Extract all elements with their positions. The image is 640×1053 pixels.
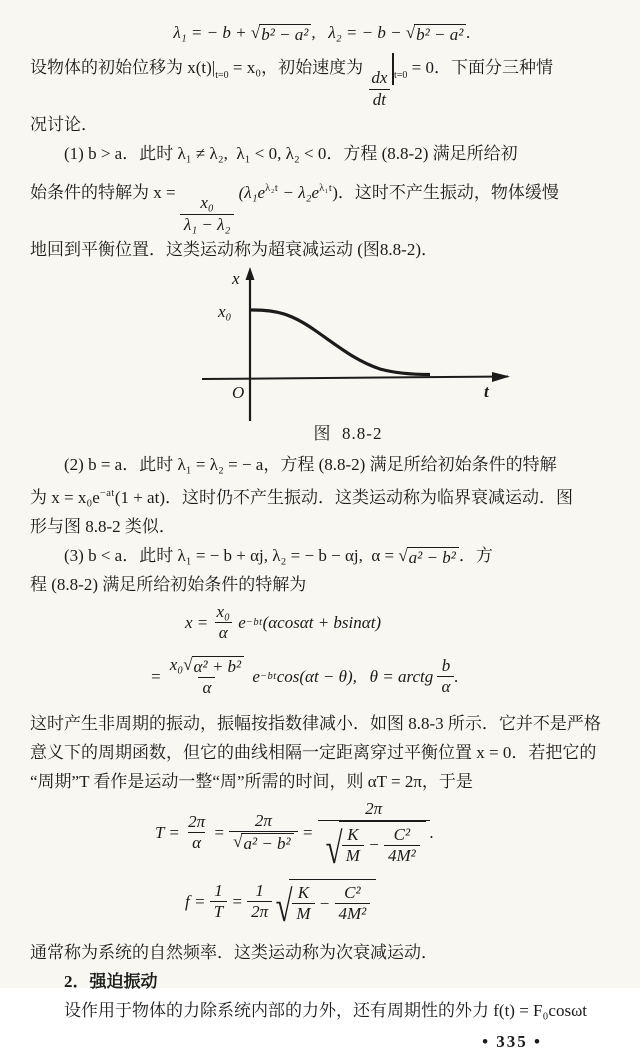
radicand: a² − b² bbox=[241, 833, 293, 854]
lambda2-expression: , λ₂ = − b − bbox=[311, 23, 406, 42]
equation-frequency-f bbox=[185, 876, 614, 931]
exponent-lambda2t: λ₂t bbox=[265, 182, 279, 194]
denominator bbox=[229, 831, 298, 854]
numerator: x₀ bbox=[216, 602, 230, 622]
fraction-dx-dt bbox=[367, 68, 391, 110]
e-symbol: e bbox=[234, 612, 246, 632]
paragraph-initial-conditions-line1 bbox=[30, 47, 614, 110]
paragraph-quasi-period-line1: 这时产生非周期的振动，振幅按指数律减小．如图 8.8-3 所示．它并不是严格 bbox=[30, 713, 601, 733]
paragraph-quasi-period-line3: “周期”T 看作是运动一整“周”所需的时间，则 αT = 2π，于是 bbox=[30, 771, 473, 791]
fraction-2pi-sqrt bbox=[229, 811, 298, 855]
numerator: C² bbox=[393, 824, 411, 844]
numerator: 2π bbox=[254, 811, 272, 831]
fraction-x0-alpha bbox=[213, 602, 234, 644]
x-axis bbox=[202, 376, 508, 379]
exponent-minus-bt: −bt bbox=[245, 617, 263, 629]
numerator: 1 bbox=[214, 881, 223, 901]
lhs: x = bbox=[185, 612, 213, 632]
lambda1-expression: λ₁ = − b + bbox=[173, 23, 251, 42]
radicand bbox=[289, 879, 376, 925]
radicand: b² − a² bbox=[414, 24, 466, 45]
numerator: x₀ bbox=[200, 193, 214, 213]
text-run: ．方 bbox=[458, 545, 493, 565]
subscript-t0: t=0 bbox=[393, 70, 408, 81]
case2-line1: (2) b = a．此时 λ₁ = λ₂ = − a，方程 (8.8-2) 满足所给初始条件的特解 bbox=[64, 454, 557, 474]
sqrt-a2-b2 bbox=[233, 833, 294, 854]
figure-8-8-2 bbox=[176, 266, 520, 444]
radical-sign: √ bbox=[250, 23, 261, 42]
page-number: • 335 • bbox=[482, 1031, 542, 1051]
text-run: (3) b < a．此时 λ₁ = − b + αj, λ₂ = − b − αj, α = bbox=[64, 545, 399, 565]
sqrt-a2-b2 bbox=[398, 547, 459, 568]
case1-line3: 地回到平衡位置．这类运动称为超衰减运动 (图8.8-2)． bbox=[30, 239, 438, 259]
figure-caption: 图 8.8-2 bbox=[313, 423, 383, 443]
paragraph-initial-conditions-line2: 况讨论． bbox=[30, 114, 98, 134]
denominator: 4M² bbox=[384, 845, 420, 866]
equation-x-solution-1 bbox=[185, 603, 614, 643]
numerator: K bbox=[297, 883, 310, 903]
exponent-lambda1t: λ₁t bbox=[319, 182, 333, 194]
fraction-2pi-alpha bbox=[184, 812, 209, 854]
text-run: (1 + at)．这时仍不产生振动．这类运动称为临界衰减运动．图 bbox=[114, 487, 573, 507]
denominator: 2π bbox=[247, 901, 272, 922]
fraction-C2-4M2 bbox=[335, 883, 371, 925]
denominator: M bbox=[292, 903, 314, 924]
y-axis-label: x bbox=[232, 268, 240, 288]
big-sqrt: √ $\frac{K}{M}$ − $\frac{\text{C²}}{\text{4M²}}$ bbox=[272, 879, 376, 925]
radical-sign: √ bbox=[405, 23, 416, 42]
period: . bbox=[454, 666, 459, 686]
radicand: a² − b² bbox=[407, 547, 459, 568]
exponent-minus-bt: −bt bbox=[259, 671, 277, 683]
equals-sign: = bbox=[209, 822, 230, 842]
minus-sign: − bbox=[363, 835, 384, 855]
case2-line3: 形与图 8.8-2 类似． bbox=[30, 516, 176, 536]
equals-sign: = bbox=[227, 891, 248, 911]
radicand: α² + b² bbox=[192, 656, 245, 677]
radical-sign: √ bbox=[233, 832, 243, 852]
subscript-t0: t=0 bbox=[215, 70, 229, 81]
numerator bbox=[166, 655, 248, 677]
denominator: α bbox=[437, 676, 454, 697]
fraction-x0-over-lambda-diff bbox=[180, 193, 235, 235]
text-run: 设物体的初始位移为 x(t)| bbox=[30, 58, 216, 77]
cos-term: cos(αt − θ), bbox=[276, 666, 370, 686]
fraction-x0-sqrt-over-alpha bbox=[166, 655, 248, 699]
radicand: b² − a² bbox=[259, 24, 311, 45]
fraction-K-M bbox=[342, 825, 364, 867]
trig-terms: (αcosαt + bsinαt) bbox=[262, 612, 382, 632]
equals-sign: = bbox=[297, 822, 318, 842]
x0-label: x₀ bbox=[218, 301, 232, 321]
radicand bbox=[339, 821, 426, 867]
exponent-minus-at: −at bbox=[99, 487, 115, 499]
denominator: α bbox=[215, 622, 232, 643]
denominator: M bbox=[342, 845, 364, 866]
fraction-2pi-bigsqrt bbox=[318, 799, 430, 873]
fraction-C2-4M2 bbox=[384, 825, 420, 867]
denominator bbox=[318, 820, 430, 873]
denominator: α bbox=[188, 832, 205, 853]
case3-line2: 程 (8.8-2) 满足所给初始条件的特解为 bbox=[30, 574, 307, 594]
theta-definition: θ = arctg bbox=[369, 666, 438, 686]
text-run: 始条件的特解为 x = bbox=[30, 182, 180, 202]
numerator: dx bbox=[371, 68, 388, 88]
lhs: f = bbox=[185, 891, 210, 911]
equation-x-solution-2 bbox=[150, 653, 614, 701]
radical-sign: √ bbox=[398, 545, 408, 565]
period: . bbox=[466, 23, 471, 42]
numerator: 2π bbox=[188, 812, 206, 832]
case2-line2 bbox=[30, 479, 614, 512]
fraction-b-alpha bbox=[437, 656, 454, 698]
math-run: (λ₁e bbox=[234, 182, 266, 202]
fraction-K-M bbox=[292, 883, 314, 925]
math-run: − λ₂e bbox=[278, 182, 320, 202]
x0-factor: x₀ bbox=[169, 655, 184, 675]
numerator: b bbox=[441, 656, 451, 676]
minus-sign: − bbox=[314, 893, 335, 913]
fraction-1-2pi bbox=[247, 881, 272, 923]
sqrt-b2-a2-2 bbox=[406, 24, 467, 45]
numerator: 1 bbox=[255, 881, 264, 901]
decay-curve-plot bbox=[176, 266, 520, 424]
equation-lambda-roots bbox=[30, 18, 614, 47]
paragraph-quasi-period-line2: 意义下的周期函数，但它的曲线相隔一定距离穿过平衡位置 x = 0．若把它的 bbox=[30, 742, 597, 762]
sqrt-alpha2-b2 bbox=[183, 656, 244, 677]
case3-line1 bbox=[30, 541, 614, 570]
denominator: α bbox=[198, 677, 215, 698]
period: . bbox=[429, 822, 434, 842]
origin-label: O bbox=[232, 382, 245, 402]
case1-line1: (1) b > a．此时 λ₁ ≠ λ₂, λ₁ < 0, λ₂ < 0．方程 (8.8-2) 满足所给初 bbox=[64, 143, 518, 163]
text-run: = x₀，初始速度为 bbox=[228, 58, 368, 77]
paragraph-natural-frequency: 通常称为系统的自然频率．这类运动称为次衰减运动． bbox=[30, 942, 438, 962]
x-axis-arrow-icon bbox=[492, 372, 510, 382]
case1-line2 bbox=[30, 168, 614, 235]
denominator: λ₁ − λ₂ bbox=[180, 214, 235, 235]
numerator: K bbox=[347, 824, 359, 844]
equation-period-T bbox=[155, 799, 614, 873]
e-symbol: e bbox=[248, 666, 260, 686]
denominator: T bbox=[210, 901, 227, 922]
paragraph-forced-intro: 设作用于物体的力除系统内部的力外，还有周期性的外力 f(t) = F₀cosωt bbox=[64, 1000, 587, 1020]
text-run: )．这时不产生振动，物体缓慢 bbox=[332, 182, 559, 202]
text-run: 为 x = x₀e bbox=[30, 487, 100, 507]
denominator: dt bbox=[369, 89, 390, 110]
x-axis-label: t bbox=[484, 381, 489, 401]
radical-sign: √ bbox=[183, 655, 193, 675]
fraction-1-T bbox=[210, 881, 227, 923]
heading-forced-vibration: 2．强迫振动 bbox=[64, 971, 158, 991]
sqrt-b2-a2 bbox=[251, 24, 312, 45]
y-axis-arrow-icon bbox=[246, 267, 255, 280]
numerator: C² bbox=[344, 883, 361, 903]
lhs: T = bbox=[155, 822, 185, 842]
numerator: 2π bbox=[365, 799, 383, 819]
overdamped-decay-curve bbox=[251, 310, 430, 375]
equals-sign: = bbox=[150, 666, 166, 686]
big-sqrt: √ $\frac{K}{M}$ − $\frac{\text{C²}}{\text{4M²}}$ bbox=[322, 821, 426, 867]
text-run: = 0．下面分三种情 bbox=[407, 58, 553, 77]
denominator: 4M² bbox=[335, 903, 371, 924]
